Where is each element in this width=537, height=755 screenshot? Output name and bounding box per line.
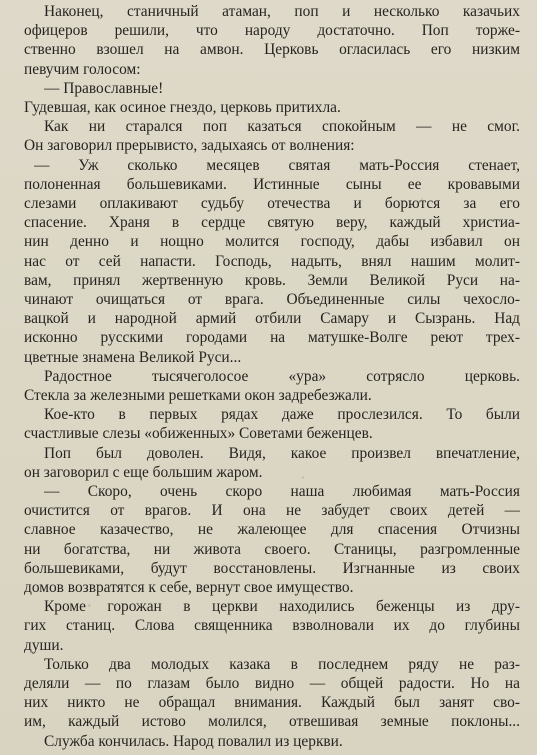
text-line: Стекла за железными решетками окон задребезжали. (24, 387, 372, 404)
text-line: цветные знамена Великой Руси... (24, 348, 242, 366)
text-line: Наконец, станичный атаман, поп и несколько казачьих (44, 3, 520, 20)
text-line: вам, принял жертвенную кровь. Земли Великой Руси на- (24, 271, 520, 289)
text-line: нин денно и нощно молится господу, дабы избавил он (24, 233, 520, 251)
text-line: Поп был доволен. Видя, какое произвел впечатление, (44, 444, 520, 462)
text-line: Как ни старался поп казаться спокойным — не смог. (44, 118, 520, 136)
text-line: домов возвратятся к себе, вернут свое имущество. (24, 579, 354, 596)
text-line: гих станиц. Слова священника взволновали их до глубины (24, 617, 520, 635)
text-line: вацкой и народной армий отбили Самару и Сызрань. Над (24, 310, 520, 328)
text-line: слезами оплакивают судьбу отечества и борются за его (24, 195, 520, 212)
text-line: ни богатства, ни живота своего. Станицы, разгромленные (24, 540, 520, 558)
text-line: Служба кончилась. Народ повалил из церкви. (44, 732, 343, 750)
text-line: счастливые слезы «обиженных» Советами беженцев. (24, 425, 373, 443)
text-line: он заговорил с еще большим жаром. (24, 463, 263, 481)
text-line: спасение. Храня в сердце святую веру, каждый христиа- (24, 214, 520, 232)
text-line: — Уж сколько месяцев святая мать-Россия стенает, (34, 156, 520, 174)
text-line: очистится от врагов. И она не забудет своих детей — (24, 502, 520, 520)
text-line: им, каждый истово молился, отвешивая земные поклоны... (24, 713, 520, 731)
text-line: чинают очищаться от врага. Объединенные силы чехосло- (24, 291, 520, 308)
text-line: Кое-кто в первых рядах даже прослезился. То были (44, 406, 520, 424)
text-line: Гудевшая, как осиное гнездо, церковь притихла. (24, 99, 341, 116)
text-line: офицеров решили, что народу достаточно. Поп торже- (24, 22, 520, 40)
paper-speck (302, 476, 304, 479)
text-line: исконно русскими городами на матушке-Волге реют трех- (24, 329, 520, 347)
paper-speck (421, 198, 423, 200)
text-line: Только два молодых казака в последнем ряду не раз- (44, 655, 520, 673)
text-line: Радостное тысячеголосое «ура» сотрясло церковь. (44, 367, 520, 385)
paper-speck (88, 604, 91, 607)
text-line: певучим голосом: (24, 60, 141, 78)
text-line: Он заговорил прерывисто, задыхаясь от волнения: (24, 137, 355, 155)
text-line: деляли — по глазам было видно — общей радости. Но на (24, 675, 520, 692)
text-line: нас от сей напасти. Господь, надыть, внял нашим молит- (24, 252, 520, 270)
text-line: Кроме горожан в церкви находились беженцы из дру- (44, 598, 520, 616)
text-line: — Православные! (44, 79, 164, 97)
text-line: славное казачество, не жалеющее для спасения Отчизны (24, 521, 520, 539)
text-line: — Скоро, очень скоро наша любимая мать-Россия (44, 483, 520, 500)
text-line: полоненная большевиками. Истинные сыны ее кровавыми (24, 175, 520, 193)
text-line: души. (24, 636, 64, 654)
text-line: них никто не обращал внимания. Каждый был занят сво- (24, 694, 520, 712)
text-line: большевиками, будут восстановлены. Изгнанные из своих (24, 559, 520, 577)
text-line: ственно взошел на амвон. Церковь огласилась его низким (24, 41, 520, 59)
